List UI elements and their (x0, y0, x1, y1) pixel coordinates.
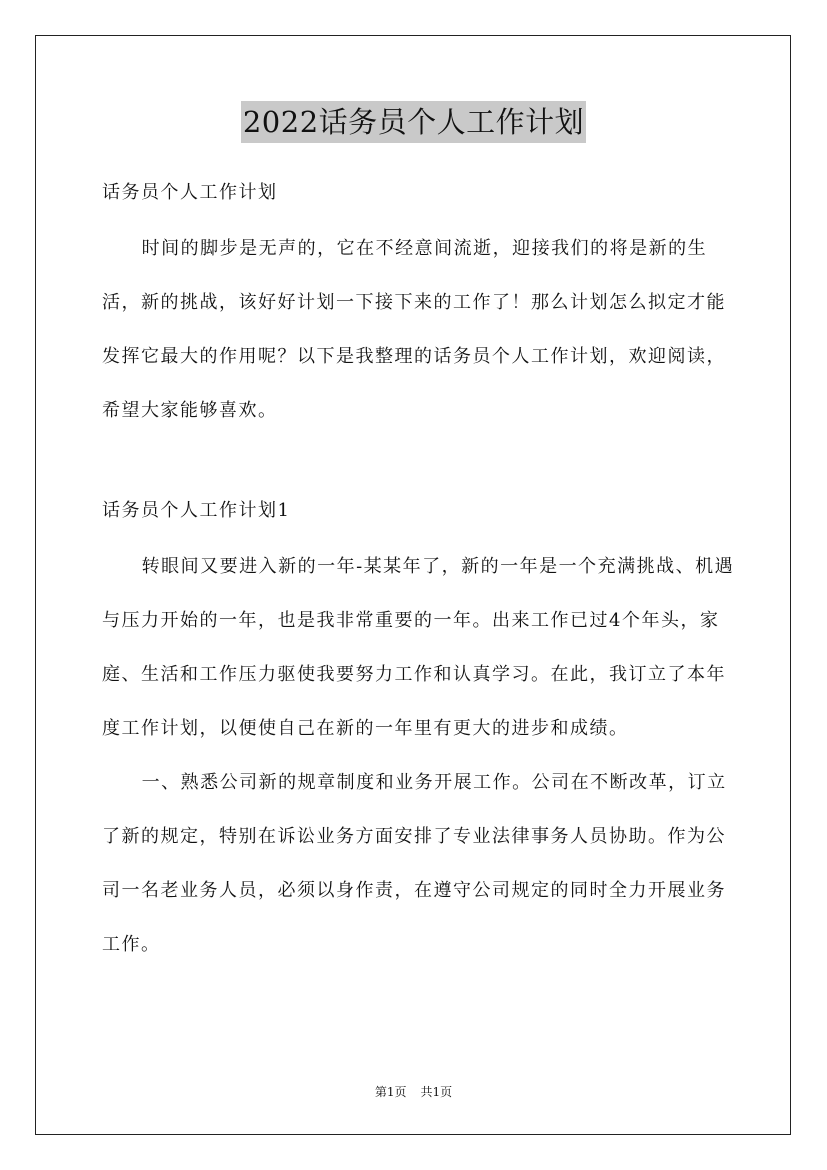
intro-paragraph: 时间的脚步是无声的，它在不经意间流逝，迎接我们的将是新的生活，新的挑战，该好好计划一下接下来的工作了！那么计划怎么拟定才能发挥它最大的作用呢？以下是我整理的话务员个人工作计划，欢迎阅读，希望大家能够喜欢。 (102, 238, 726, 421)
intro-heading: 话务员个人工作计划 (102, 182, 278, 203)
section1-paragraph: 转眼间又要进入新的一年-某某年了，新的一年是一个充满挑战、机遇与压力开始的一年，也是我非常重要的一年。出来工作已过4个年头，家庭、生活和工作压力驱使我要努力工作和认真学习。在此，我订立了本年度工作计划，以便使自己在新的一年里有更大的进步和成绩。 (102, 556, 735, 739)
page-footer (0, 1083, 827, 1100)
section1-heading: 话务员个人工作计划1 (102, 500, 291, 521)
page-number: 第1页 (374, 1085, 407, 1099)
section1-paragraph: 一、熟悉公司新的规章制度和业务开展工作。公司在不断改革，订立了新的规定，特别在诉讼业务方面安排了专业法律事务人员协助。作为公司一名老业务人员，必须以身作责，在遵守公司规定的同时全力开展业务工作。 (102, 772, 727, 955)
document-body (102, 170, 742, 972)
document-title: 2022话务员个人工作计划 (241, 101, 586, 143)
page-total: 共1页 (420, 1085, 453, 1099)
title-container (0, 101, 827, 143)
